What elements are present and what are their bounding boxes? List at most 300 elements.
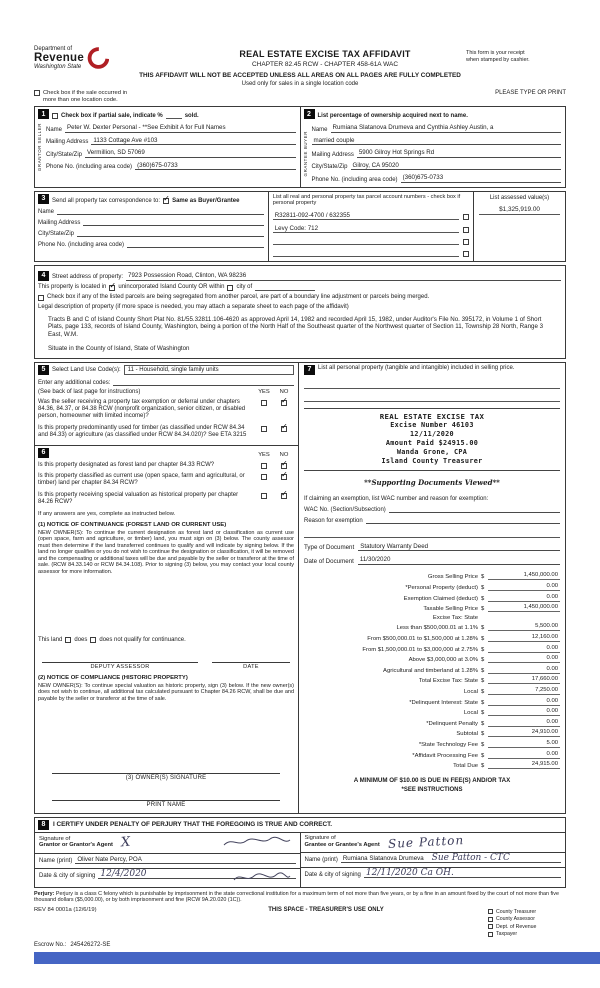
dollar-sign: $: [481, 667, 485, 674]
street-address-value[interactable]: 7923 Possession Road, Clinton, WA 98236: [126, 272, 561, 281]
does-label: does: [74, 636, 88, 643]
seller-city-value[interactable]: Vermillion, SD 57069: [85, 149, 295, 158]
corr-phone-label: Phone No. (including area code): [38, 241, 125, 248]
s6-question2: Is this property classified as current use (open space, farm and agricultural, or timber) land per chapter 84.34 RCW?: [38, 473, 245, 487]
legal-description-text: Tracts B and C of Island County Short Plat No. 81/55.32811.106-4620 as approved April 14, 1982 and recorded April 15, 1982, under Auditor's File No. 395172, in Volume 1 of Short Plats, page 133, records of Island County, Washington, being a portion of the North Half of the Southeast quarter of the Northwest quarter of Section 11, Township 28 North, Range 3 East, W.M.: [48, 315, 544, 339]
distribution-list: [488, 907, 566, 937]
tax-row: [304, 698, 560, 706]
dollar-sign: $: [481, 625, 485, 632]
tax-row-label: *Affidavit Processing Fee: [412, 752, 478, 759]
agency-washington-state: Washington State: [34, 64, 82, 70]
tax-row-value[interactable]: 0.00: [488, 645, 560, 653]
checkmark: ✓: [163, 193, 170, 203]
located-in-label: This property is located in: [38, 283, 107, 290]
stamp-title: REAL ESTATE EXCISE TAX: [379, 411, 485, 421]
seller-mailing-label: Mailing Address: [46, 139, 89, 146]
checkmark: ✓: [281, 458, 288, 468]
grantor-date-scribble-icon: [232, 871, 292, 885]
dollar-sign: $: [481, 636, 485, 643]
grantee-date-city-label: Date & city of signing: [304, 872, 361, 879]
checkmark: ✓: [281, 395, 288, 405]
does-qualify-checkbox[interactable]: [65, 637, 71, 643]
dollar-sign: $: [481, 689, 485, 696]
grantee-signature-label: [305, 835, 380, 848]
partial-sale-percent-blank[interactable]: [166, 113, 182, 119]
multi-location-option: [34, 90, 127, 103]
agency-dept-of: Department of: [34, 46, 73, 52]
buyer-mailing-value[interactable]: 5900 Gilroy Hot Springs Rd: [357, 149, 561, 158]
tax-row: [304, 761, 560, 769]
section8-badge: 8: [38, 820, 49, 830]
tax-row: [304, 572, 560, 580]
perjury-label: Perjury:: [34, 890, 55, 897]
distribution-label: Taxpayer: [496, 931, 518, 938]
stamp-excise-number: Excise Number 46103: [390, 420, 474, 429]
escrow-label: Escrow No.:: [34, 942, 67, 949]
parcel-number[interactable]: R32811-092-4700 / 632355: [273, 212, 459, 220]
distribution-label: Dept. of Revenue: [496, 923, 537, 930]
segregated-checkbox[interactable]: [38, 295, 44, 301]
deputy-assessor-label: DEPUTY ASSESSOR: [90, 663, 150, 670]
parcel-row: [273, 225, 469, 233]
s6-question3: Is this property receiving special valuation as historical property per chapter 84.26 RCW?: [38, 491, 239, 505]
see-instructions-note: *SEE INSTRUCTIONS: [401, 787, 463, 794]
seller-city-label: City/State/Zip: [46, 151, 83, 158]
tax-row: [304, 594, 560, 602]
dollar-sign: $: [481, 699, 485, 706]
city-of-label: city of: [236, 283, 253, 290]
distribution-checkbox[interactable]: [488, 909, 493, 914]
s6-q1-no-checkbox[interactable]: [281, 458, 288, 469]
unincorporated-label: unincorporated Island County OR within: [118, 283, 225, 290]
tax-row-value[interactable]: 0.00: [488, 708, 560, 716]
buyer-city-value[interactable]: Gilroy, CA 95020: [351, 162, 561, 171]
wac-label: WAC No. (Section/Subsection): [304, 506, 386, 513]
s6-q3-no-checkbox[interactable]: [281, 488, 288, 499]
agency-text: [34, 46, 84, 70]
grantee-date-handwriting: 12/11/2020 Ca OH.: [365, 867, 454, 878]
correspondence-section: [34, 191, 566, 262]
partial-sale-checkbox[interactable]: [52, 113, 58, 119]
distribution-option: [488, 931, 566, 937]
distribution-checkbox[interactable]: [488, 932, 493, 937]
tax-row-label: From $1,500,000.01 to $3,000,000 at 2.75%: [362, 646, 478, 653]
additional-codes-blank[interactable]: [113, 379, 294, 386]
stamp-date: 12/11/2020: [410, 429, 454, 438]
grantor-name-print-value[interactable]: Oliver Nate Percy, POA: [75, 856, 295, 865]
seller-mailing-value[interactable]: 1133 Cottage Ave #103: [91, 137, 295, 146]
property-section: [34, 265, 566, 359]
type-of-document-value[interactable]: Statutory Warranty Deed: [358, 543, 560, 552]
seller-phone-label: Phone No. (including area code): [46, 164, 133, 171]
tax-row-value[interactable]: 0.00: [488, 751, 560, 759]
assessed-value-block: [473, 192, 565, 261]
land-use-label: Select Land Use Code(s):: [52, 366, 121, 373]
buyer-fields: [310, 120, 566, 187]
situate-line: Situate in the County of Island, State of Washington: [48, 344, 190, 352]
s6-question1: Is this property designated as forest land per chapter 84.33 RCW?: [38, 461, 215, 468]
grantor-sig-label-line1: Signature of: [39, 835, 71, 842]
s5-question2: Is this property predominantly used for timber (as classified under RCW 84.34 and 84.33) or agriculture (as classified under RCW 84.34.020)? See ETA 3215: [38, 424, 247, 438]
multi-location-line1: Check box if the sale occurred in: [43, 90, 128, 96]
seller-side-word2: GRANTOR: [37, 145, 42, 172]
segregated-label: Check box if any of the listed parcels are being segregated from another parcel, are part of a boundary line adjustment or parcels being merged.: [47, 293, 430, 300]
section4-badge: 4: [38, 271, 49, 281]
parties-section: [34, 106, 566, 188]
parcel-number[interactable]: Levy Code: 712: [273, 225, 459, 233]
reason-blank[interactable]: [366, 517, 560, 524]
deputy-date-line[interactable]: [212, 655, 290, 663]
seller-side-word1: SELLER: [37, 122, 42, 144]
please-type-or-print: PLEASE TYPE OR PRINT: [495, 90, 566, 96]
s6-q3-yes-checkbox[interactable]: [261, 493, 267, 499]
tax-row-value[interactable]: 0.00: [488, 719, 560, 727]
type-of-document-label: Type of Document: [304, 544, 355, 552]
same-as-buyer-label: Same as Buyer/Grantee: [172, 197, 240, 204]
title-block: [184, 46, 466, 68]
receipt-note-line2: when stamped by cashier.: [466, 56, 530, 63]
grantee-name-print-label: Name (print): [304, 857, 338, 864]
print-name-line[interactable]: [52, 791, 280, 801]
city-of-checkbox[interactable]: [227, 285, 233, 291]
buyer-phone-value[interactable]: (360)675-0733: [401, 174, 561, 183]
tax-row-label: Exemption Claimed (deduct): [403, 595, 478, 602]
tax-row-value[interactable]: 1,450,000.00: [488, 572, 560, 580]
tax-row: [304, 623, 560, 631]
personal-property-checkbox[interactable]: [463, 251, 469, 257]
owner-signature-label: (3) OWNER(S) SIGNATURE: [125, 774, 207, 781]
dollar-sign: $: [481, 731, 485, 738]
buyer-city-label: City/State/Zip: [311, 164, 348, 171]
reason-blank2[interactable]: [304, 528, 560, 538]
affidavit-form: [34, 46, 566, 948]
tax-row: [304, 729, 560, 737]
continuance-qualify-row: [38, 637, 294, 643]
print-name-label: PRINT NAME: [146, 801, 186, 808]
parcel-block: [268, 192, 473, 261]
tax-row: [304, 708, 560, 716]
seller-fields: [44, 120, 300, 174]
deputy-assessor-signature-line[interactable]: [42, 655, 198, 663]
s6-yes-header: YES: [258, 451, 270, 458]
corr-name-label: Name: [38, 208, 55, 215]
grantor-date-handwriting: 12/4/2020: [100, 868, 147, 879]
parcel-list: [273, 212, 469, 257]
tax-row-label: Subtotal: [456, 731, 478, 738]
dollar-sign: $: [481, 646, 485, 653]
distribution-label: County Treasurer: [496, 908, 537, 915]
legal-description-label: Legal description of property (if more space is needed, you may attach a separate sheet to each page of the affidavit): [38, 303, 349, 310]
grantee-signature-value[interactable]: Sue Patton: [387, 832, 465, 851]
buyer-phone-label: Phone No. (including area code): [311, 176, 398, 183]
tax-row-value[interactable]: 5.00: [488, 740, 560, 748]
seller-phone-value[interactable]: (360)675-0733: [135, 162, 295, 171]
personal-property-blank1[interactable]: [304, 379, 560, 389]
section3-badge: 3: [38, 194, 49, 204]
owner-signature-block: [38, 764, 294, 808]
distribution-checkbox[interactable]: [488, 924, 493, 929]
owner-signature-line[interactable]: [52, 764, 280, 774]
tax-row: [304, 740, 560, 748]
checkmark: ✓: [281, 470, 288, 480]
tax-row-label: From $500,000.01 to $1,500,000 at 1.28%: [367, 636, 478, 643]
if-yes-note: If any answers are yes, complete as instructed below.: [38, 510, 176, 517]
s6-no-header: NO: [279, 451, 289, 458]
tax-row-label: Gross Selling Price: [427, 574, 478, 581]
right-column: [298, 363, 565, 813]
dollar-sign: $: [481, 585, 485, 592]
tax-row-value[interactable]: 17,660.00: [488, 676, 560, 684]
parcel-row: [273, 250, 469, 257]
deputy-assessor-row: [38, 655, 294, 670]
s6-q1-yes-checkbox[interactable]: [261, 463, 267, 469]
corr-name-blank[interactable]: [57, 208, 264, 215]
section7-badge: 7: [304, 365, 315, 375]
tax-row: [304, 604, 560, 612]
seller-side-label: [35, 120, 44, 174]
tax-row-label: Less than $500,000.01 at 1.1%: [396, 625, 478, 632]
tax-row-label: *State Technology Fee: [418, 741, 478, 748]
street-address-label: Street address of property:: [52, 273, 124, 280]
buyer-side-label: [301, 120, 310, 187]
dollar-sign: $: [481, 606, 485, 613]
date-of-document-label: Date of Document: [304, 557, 354, 565]
tax-row: [304, 751, 560, 759]
treasurer-use-only-label: THIS SPACE - TREASURER'S USE ONLY: [268, 907, 384, 914]
tax-row: [304, 634, 560, 642]
tax-row-label: Local: [463, 689, 478, 696]
ownership-percentage-label: List percentage of ownership acquired next to name.: [317, 113, 468, 120]
perjury-text: Perjury is a class C felony which is punishable by imprisonment in the state correctional institution for a maximum term of not more than five years, or by a fine in an amount fixed by the court of not more than five thousand dollars ($5,000.00), or by both imprisonment and fine (RCW 9A.20.020 (1C)).: [34, 890, 559, 904]
tax-computation-table: [304, 570, 560, 769]
grantor-date-city-label: Date & city of signing: [39, 873, 96, 880]
deputy-date-label: DATE: [243, 663, 259, 670]
stamp-treasurer-title: Island County Treasurer: [381, 456, 483, 465]
buyer-column: [300, 107, 566, 187]
tax-row-label: Local: [463, 710, 478, 717]
personal-property-checkbox[interactable]: [463, 227, 469, 233]
section5-badge: 5: [38, 365, 49, 375]
s6-q2-no-checkbox[interactable]: [281, 470, 288, 480]
dollar-sign: $: [481, 710, 485, 717]
tax-row: [304, 583, 560, 591]
stamp-amount-paid: Amount Paid $24915.00: [385, 438, 479, 447]
tax-row: [304, 719, 560, 727]
distribution-option: [488, 924, 566, 930]
seller-column: [35, 107, 300, 187]
buyer-side-word1: BUYER: [302, 130, 308, 149]
multi-location-checkbox[interactable]: [34, 90, 40, 96]
corr-city-label: City/State/Zip: [38, 230, 75, 237]
grantee-name-print-value: Rumiana Slatanova Drumeva: [342, 854, 424, 862]
additional-codes-label: Enter any additional codes:: [38, 379, 111, 386]
tax-row-value[interactable]: 0.00: [488, 698, 560, 706]
tax-row-value[interactable]: 24,915.00: [488, 761, 560, 769]
dollar-sign: $: [481, 678, 485, 685]
seller-name-value[interactable]: Peter W. Dexter Personal - **See Exhibit A for Full Names: [65, 124, 295, 133]
corr-city-blank[interactable]: [77, 230, 264, 237]
receipt-note: [466, 46, 566, 63]
tax-row-label: Excise Tax: State: [432, 614, 478, 621]
grantee-name-handwriting: Sue Patton - CTC: [431, 852, 510, 863]
minimum-due-note: A MINIMUM OF $10.00 IS DUE IN FEE(S) AND/OR TAX: [353, 777, 511, 785]
s6-q2-yes-checkbox[interactable]: [261, 474, 267, 480]
excise-tax-stamp: [304, 408, 560, 471]
dollar-sign: $: [481, 752, 485, 759]
buyer-name-value[interactable]: Rumiana Slatanova Drumeva and Cynthia Ashley Austin, a: [331, 124, 561, 133]
same-as-buyer-checkbox[interactable]: [163, 193, 170, 204]
tax-row-value[interactable]: 0.00: [488, 666, 560, 674]
seller-name-label: Name: [46, 126, 63, 133]
parcel-header: List all real and personal property tax parcel account numbers - check box if personal property: [272, 193, 461, 207]
grantor-signature-column: [35, 833, 300, 887]
stamp-treasurer-name: Wanda Grone, CPA: [396, 447, 468, 456]
s5-q2-yes-checkbox[interactable]: [261, 426, 267, 432]
parcel-row: [273, 238, 469, 245]
certify-statement: I CERTIFY UNDER PENALTY OF PERJURY THAT THE FOREGOING IS TRUE AND CORRECT.: [53, 821, 333, 829]
send-correspondence-label: Send all property tax correspondence to:: [52, 197, 161, 204]
tax-row-label: Agricultural and timberland at 1.28%: [383, 667, 478, 674]
personal-property-checkbox[interactable]: [463, 214, 469, 220]
form-title: REAL ESTATE EXCISE TAX AFFIDAVIT: [239, 49, 411, 59]
personal-property-label: List all personal property (tangible and intangible) included in selling price.: [318, 364, 515, 371]
corr-mailing-label: Mailing Address: [38, 219, 81, 226]
grantee-name-print-line[interactable]: [341, 852, 561, 864]
tax-row-value[interactable]: 12,160.00: [488, 634, 560, 642]
this-land-label: This land: [38, 636, 63, 643]
grantee-sig-label-line1: Signature of: [304, 835, 336, 842]
form-header: [34, 46, 566, 70]
notice1-title: (1) NOTICE OF CONTINUANCE (FOREST LAND OR CURRENT USE): [38, 521, 227, 528]
tax-row-value[interactable]: 1,450,000.00: [488, 604, 560, 612]
tax-row-value[interactable]: [488, 615, 560, 621]
city-of-blank[interactable]: [255, 285, 315, 291]
parcel-number[interactable]: [273, 250, 459, 257]
section6-badge: 6: [38, 448, 49, 458]
does-not-qualify-checkbox[interactable]: [90, 637, 96, 643]
form-revision-number: REV 84 0001a (12/6/19): [34, 907, 97, 914]
highlight-bar: [34, 952, 600, 964]
dollar-sign: $: [481, 763, 485, 770]
tax-row-value[interactable]: 0.00: [488, 594, 560, 602]
agency-block: [34, 46, 184, 70]
land-use-code-value[interactable]: 11 - Household, single family units: [124, 365, 294, 375]
assessed-value[interactable]: $1,325,919.00: [479, 206, 560, 215]
tax-row-value[interactable]: 0.00: [488, 655, 560, 663]
receipt-note-line1: This form is your receipt: [466, 50, 525, 56]
tax-row-label: *Personal Property (deduct): [405, 585, 478, 592]
dollar-sign: $: [481, 720, 485, 727]
s5-q1-no-checkbox[interactable]: [281, 395, 288, 406]
grantee-signature-column: [300, 833, 566, 887]
s5-yes-header: YES: [258, 388, 270, 395]
date-of-document-value[interactable]: 11/30/2020: [358, 556, 560, 565]
acceptance-warning: THIS AFFIDAVIT WILL NOT BE ACCEPTED UNLESS ALL AREAS ON ALL PAGES ARE FULLY COMPLETED: [139, 72, 461, 79]
escrow-value: 245426272-SE: [70, 942, 111, 949]
grantee-date-city-line[interactable]: [364, 867, 561, 879]
correspondence-block: [35, 192, 268, 261]
pre-note-row: [34, 90, 566, 103]
tax-row-label: Above $3,000,000 at 3.0%: [408, 657, 478, 664]
tax-row: [304, 615, 560, 621]
tax-row-value[interactable]: 0.00: [488, 583, 560, 591]
unincorporated-checkbox[interactable]: [109, 280, 117, 291]
notice2-text: NEW OWNER(S): To continue special valuation as historic property, sign (3) below. If the new owner(s) does not wish to continue, all additional tax calculated pursuant to Chapter 84.26 RCW, shall be due and payable by the seller or transferor at the time of sale.: [38, 682, 294, 702]
buyer-name-label: Name: [311, 126, 328, 133]
section1-badge: 1: [38, 109, 49, 119]
notice2-title: (2) NOTICE OF COMPLIANCE (HISTORIC PROPERTY): [38, 674, 188, 681]
tax-row: [304, 666, 560, 674]
grantor-signature-scribble-icon: [222, 835, 292, 849]
distribution-label: County Assessor: [496, 916, 535, 923]
checkmark: ✓: [109, 280, 117, 290]
dollar-sign: $: [481, 657, 485, 664]
assessed-value-label: List assessed value(s): [489, 194, 550, 201]
buyer-mailing-label: Mailing Address: [311, 151, 354, 158]
tax-row-label: Total Due: [453, 763, 478, 770]
revenue-swoosh-icon: [87, 47, 109, 69]
tax-row-value[interactable]: 5,500.00: [488, 623, 560, 631]
s5-q2-no-checkbox[interactable]: [281, 421, 288, 432]
grantor-name-print-label: Name (print): [39, 858, 73, 865]
single-location-note: Used only for sales in a single location code: [241, 81, 359, 87]
personal-property-blank2[interactable]: [304, 392, 560, 402]
s5-q1-yes-checkbox[interactable]: [261, 400, 267, 406]
tax-row: [304, 676, 560, 684]
dollar-sign: $: [481, 574, 485, 581]
personal-property-checkbox[interactable]: [463, 239, 469, 245]
s5-question1: Was the seller receiving a property tax exemption or deferral under chapters 84.36, 84.37, or 84.38 RCW (nonprofit organization, senior citizen, or disabled person, homeowner with limited income)?: [38, 398, 246, 420]
tax-row-label: *Delinquent Penalty: [426, 720, 478, 727]
certification-section: [34, 817, 566, 888]
notice1-text: NEW OWNER(S): To continue the current designation as forest land or classification as current use (open space, farm and agriculture, or timber) land, you must sign on (3) below. The county assessor must then determine if the land transferred continues to qualify and will indicate by signing below. If the land no longer qualifies or you do not wish to continue the designation or classification, it will be removed and the compensating or additional taxes will be due and payable by the seller or transferor at the time of sale. (RCW 84.33.140 or RCW 84.34.108). Prior to signing (3) below, you may contact your local county assessor for more information.: [38, 529, 294, 575]
buyer-side-word2: GRANTEE: [302, 150, 308, 177]
distribution-option: [488, 909, 566, 915]
tax-row-value[interactable]: 24,910.00: [488, 729, 560, 737]
corr-phone-blank[interactable]: [127, 241, 264, 248]
dollar-sign: $: [481, 595, 485, 602]
distribution-option: [488, 916, 566, 922]
multi-location-text: [43, 90, 127, 103]
see-back-note: (See back of last page for instructions): [38, 388, 141, 395]
footer-row: [34, 907, 566, 937]
exemption-note: If claiming an exemption, list WAC number and reason for exemption:: [304, 495, 489, 502]
section2-badge: 2: [304, 109, 315, 119]
distribution-checkbox[interactable]: [488, 917, 493, 922]
escrow-row: [34, 942, 566, 948]
tax-row: [304, 655, 560, 663]
reason-label: Reason for exemption: [304, 517, 363, 524]
tax-row: [304, 687, 560, 695]
grantor-signature-value[interactable]: X: [120, 834, 131, 851]
grantor-sig-label-line2: Grantor or Grantor's Agent: [39, 842, 113, 849]
grantee-sig-label-line2: Grantee or Grantee's Agent: [304, 841, 380, 848]
tax-row-value[interactable]: 7,250.00: [488, 687, 560, 695]
parcel-number[interactable]: [273, 238, 459, 245]
checkmark: ✓: [281, 488, 288, 498]
grantor-signature-label: [39, 836, 113, 849]
buyer-name-value2[interactable]: married couple: [312, 137, 562, 146]
corr-mailing-blank[interactable]: [83, 219, 263, 226]
main-body: [34, 362, 566, 814]
perjury-statement: [34, 891, 566, 903]
partial-sale-label: Check box if partial sale, indicate %: [61, 113, 163, 120]
wac-blank[interactable]: [389, 506, 560, 513]
agency-revenue: Revenue: [34, 52, 85, 64]
checkmark: ✓: [281, 421, 288, 431]
tax-row-label: Taxable Selling Price: [423, 606, 478, 613]
supporting-documents-note: **Supporting Documents Viewed**: [364, 477, 500, 487]
